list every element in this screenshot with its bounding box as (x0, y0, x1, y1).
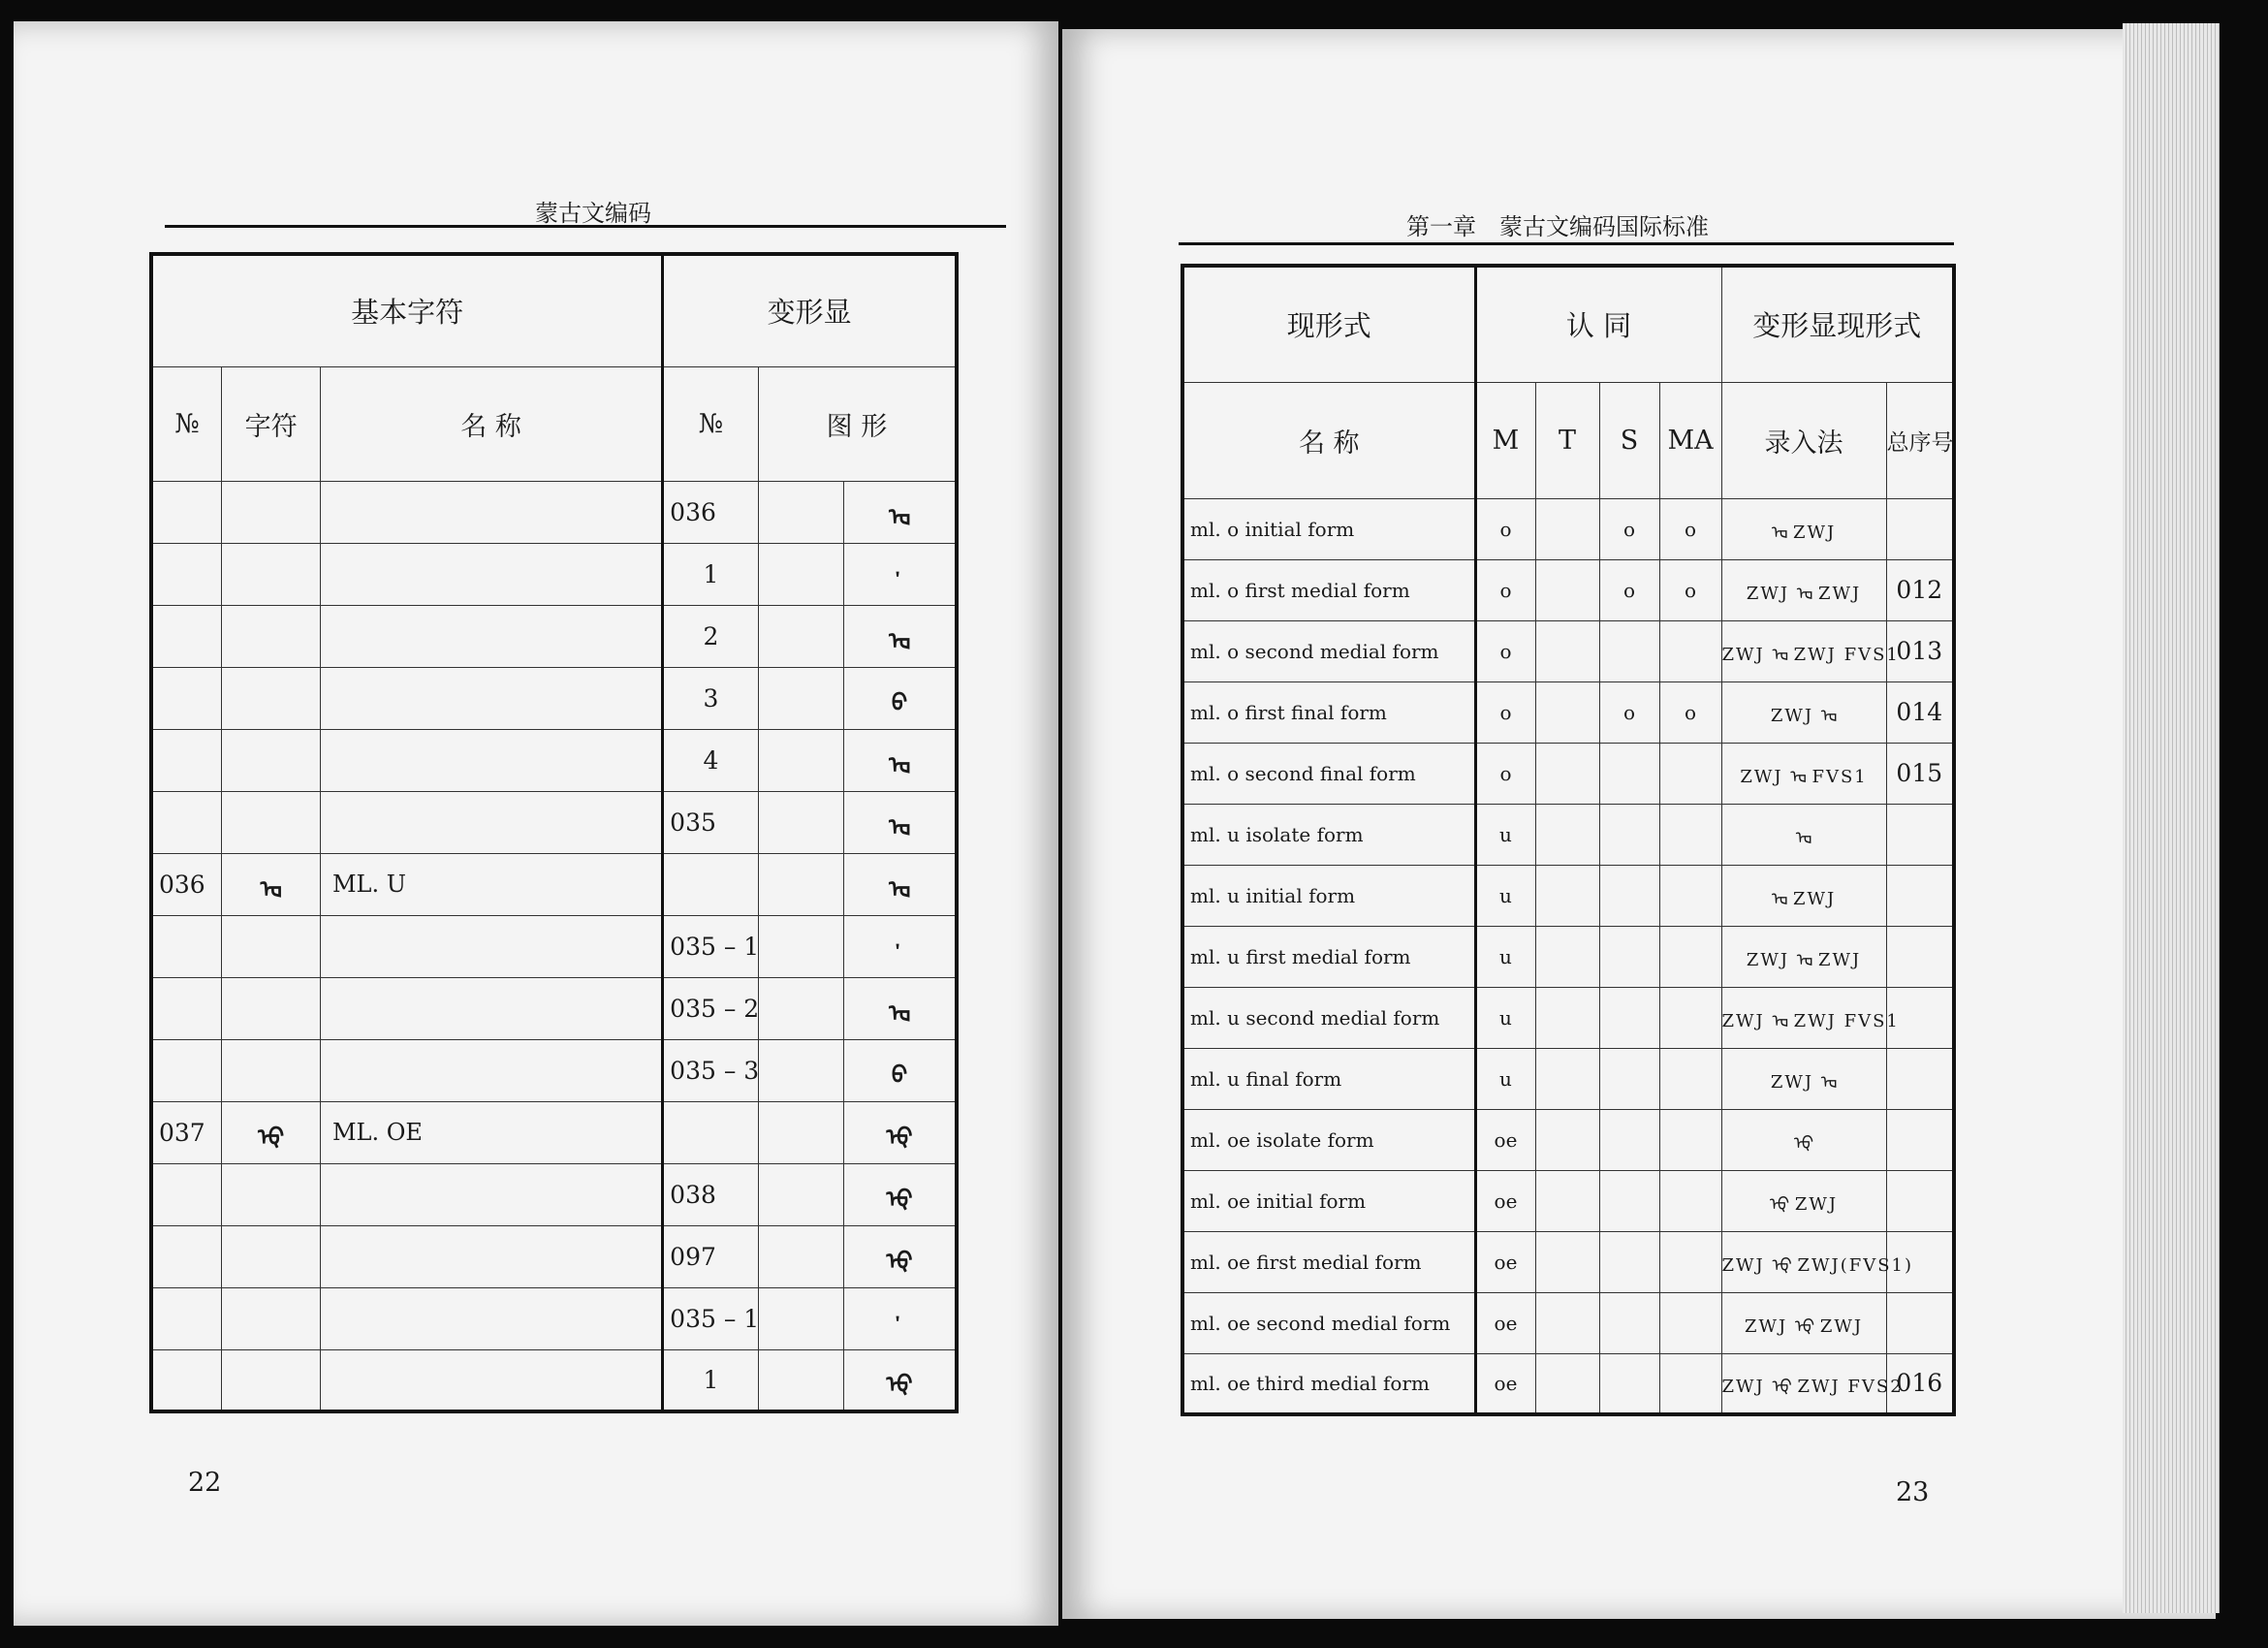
row-name (320, 1225, 662, 1287)
row-t (1535, 1292, 1599, 1353)
row-char: ᡇ (222, 1101, 321, 1163)
row-t (1535, 743, 1599, 804)
form-table (1181, 264, 1956, 1416)
row-s: o (1599, 498, 1659, 559)
row-name (320, 1287, 662, 1349)
row-ma (1659, 1231, 1721, 1292)
row-no (151, 1225, 222, 1287)
row-glyph: ᡆ (844, 729, 957, 791)
row-s (1599, 865, 1659, 926)
row-seq (1886, 1292, 1954, 1353)
table-row (151, 853, 957, 915)
row-t (1535, 498, 1599, 559)
row-m: o (1475, 681, 1535, 743)
row-variant-no: 4 (663, 729, 759, 791)
row-input: ZWJ ᡆ (1721, 681, 1886, 743)
table-row (1182, 559, 1954, 620)
row-name (320, 977, 662, 1039)
row-no (151, 1287, 222, 1349)
row-input: ᡆ ZWJ (1721, 498, 1886, 559)
row-name: ml. oe third medial form (1182, 1353, 1475, 1414)
table-row (151, 481, 957, 543)
row-variant-no (663, 1101, 759, 1163)
row-name: ML. U (320, 853, 662, 915)
col-header-char: 字符 (222, 366, 321, 481)
row-no (151, 1349, 222, 1411)
table-row (1182, 620, 1954, 681)
table-row (151, 729, 957, 791)
row-blank (758, 915, 843, 977)
row-no (151, 481, 222, 543)
row-m: u (1475, 926, 1535, 987)
row-input: ᡇ ZWJ (1721, 1170, 1886, 1231)
col-header-input: 录入法 (1721, 382, 1886, 498)
col-header-seq: 总序号 (1886, 382, 1954, 498)
row-input: ᡆ ZWJ (1721, 865, 1886, 926)
table-row (1182, 804, 1954, 865)
row-ma: o (1659, 681, 1721, 743)
row-seq: 013 (1886, 620, 1954, 681)
row-glyph: ᡇ (844, 1101, 957, 1163)
row-blank (758, 1039, 843, 1101)
col-header-m: M (1475, 382, 1535, 498)
row-t (1535, 926, 1599, 987)
row-glyph: ᡆ (844, 605, 957, 667)
row-char (222, 1163, 321, 1225)
row-seq (1886, 1170, 1954, 1231)
row-ma: o (1659, 498, 1721, 559)
table-row (151, 543, 957, 605)
row-variant-no (663, 853, 759, 915)
row-glyph: ᡇ (844, 1225, 957, 1287)
row-seq (1886, 1048, 1954, 1109)
row-glyph: ᡆ (844, 481, 957, 543)
row-char (222, 1349, 321, 1411)
row-name (320, 667, 662, 729)
row-input: ZWJ ᡇ ZWJ FVS2 (1721, 1353, 1886, 1414)
row-blank (758, 543, 843, 605)
row-name: ml. oe second medial form (1182, 1292, 1475, 1353)
row-blank (758, 1287, 843, 1349)
row-char: ᡆ (222, 853, 321, 915)
row-name: ml. u second medial form (1182, 987, 1475, 1048)
row-input: ZWJ ᡇ ZWJ(FVS1) (1721, 1231, 1886, 1292)
row-blank (758, 481, 843, 543)
row-char (222, 1225, 321, 1287)
row-t (1535, 987, 1599, 1048)
table-row (1182, 1048, 1954, 1109)
row-char (222, 1287, 321, 1349)
col-header-no: № (151, 366, 222, 481)
row-name (320, 605, 662, 667)
row-seq (1886, 865, 1954, 926)
row-glyph: ᡋ (844, 667, 957, 729)
table-row (151, 977, 957, 1039)
row-name: ml. o first medial form (1182, 559, 1475, 620)
table-row (151, 1287, 957, 1349)
row-t (1535, 559, 1599, 620)
row-name: ml. o second final form (1182, 743, 1475, 804)
row-name (320, 729, 662, 791)
row-glyph (844, 543, 957, 605)
row-blank (758, 1225, 843, 1287)
row-s: o (1599, 559, 1659, 620)
row-ma (1659, 743, 1721, 804)
row-char (222, 1039, 321, 1101)
col-header-t: T (1535, 382, 1599, 498)
row-m: u (1475, 804, 1535, 865)
row-input: ZWJ ᡆ ZWJ (1721, 559, 1886, 620)
row-t (1535, 1109, 1599, 1170)
row-input: ᡆ (1721, 804, 1886, 865)
table-row (1182, 498, 1954, 559)
row-glyph: ᡆ (844, 977, 957, 1039)
table-row (151, 1349, 957, 1411)
page-number: 23 (1896, 1477, 1930, 1507)
row-s (1599, 743, 1659, 804)
row-variant-no: 035 – 1 (663, 915, 759, 977)
row-name: ml. oe initial form (1182, 1170, 1475, 1231)
row-seq (1886, 926, 1954, 987)
row-ma (1659, 987, 1721, 1048)
row-t (1535, 804, 1599, 865)
row-ma (1659, 1109, 1721, 1170)
row-input: ZWJ ᡆ ZWJ FVS1 (1721, 987, 1886, 1048)
group-header-basic: 基本字符 (151, 254, 663, 366)
row-m: u (1475, 865, 1535, 926)
row-t (1535, 620, 1599, 681)
row-variant-no: 035 – 2 (663, 977, 759, 1039)
row-name: ml. o first final form (1182, 681, 1475, 743)
row-seq: 015 (1886, 743, 1954, 804)
group-header-variant: 变形显 (663, 254, 957, 366)
row-s (1599, 1109, 1659, 1170)
row-char (222, 977, 321, 1039)
row-ma (1659, 1353, 1721, 1414)
row-name: ml. oe first medial form (1182, 1231, 1475, 1292)
row-seq (1886, 498, 1954, 559)
row-name: ml. u isolate form (1182, 804, 1475, 865)
row-s (1599, 1231, 1659, 1292)
row-variant-no: 3 (663, 667, 759, 729)
row-char (222, 667, 321, 729)
row-variant-no: 035 (663, 791, 759, 853)
row-input: ZWJ ᡆ ZWJ (1721, 926, 1886, 987)
row-input: ZWJ ᡆ ZWJ FVS1 (1721, 620, 1886, 681)
row-variant-no: 1 (663, 1349, 759, 1411)
row-glyph (844, 915, 957, 977)
row-input: ZWJ ᡆ FVS1 (1721, 743, 1886, 804)
row-seq: 016 (1886, 1353, 1954, 1414)
row-variant-no: 038 (663, 1163, 759, 1225)
row-ma (1659, 1292, 1721, 1353)
row-m: oe (1475, 1292, 1535, 1353)
row-blank (758, 853, 843, 915)
row-glyph: ᡇ (844, 1349, 957, 1411)
row-name (320, 1349, 662, 1411)
row-name: ml. u final form (1182, 1048, 1475, 1109)
row-char (222, 915, 321, 977)
table-row (1182, 987, 1954, 1048)
row-name: ML. OE (320, 1101, 662, 1163)
row-char (222, 605, 321, 667)
group-header-form: 现形式 (1182, 266, 1475, 382)
row-glyph: ᡇ (844, 1163, 957, 1225)
row-t (1535, 865, 1599, 926)
character-table (149, 252, 959, 1413)
row-name: ml. u first medial form (1182, 926, 1475, 987)
row-ma (1659, 1048, 1721, 1109)
row-name (320, 481, 662, 543)
row-blank (758, 1101, 843, 1163)
row-seq (1886, 1109, 1954, 1170)
row-t (1535, 1048, 1599, 1109)
row-m: oe (1475, 1170, 1535, 1231)
table-row (1182, 926, 1954, 987)
row-input: ZWJ ᡇ ZWJ (1721, 1292, 1886, 1353)
row-name (320, 543, 662, 605)
row-no (151, 977, 222, 1039)
row-name (320, 915, 662, 977)
row-blank (758, 605, 843, 667)
row-t (1535, 1170, 1599, 1231)
row-blank (758, 729, 843, 791)
row-seq (1886, 804, 1954, 865)
table-row (1182, 1353, 1954, 1414)
page-edges (2123, 23, 2220, 1613)
row-input: ᡇ (1721, 1109, 1886, 1170)
col-header-s: S (1599, 382, 1659, 498)
table-row (151, 791, 957, 853)
row-no: 037 (151, 1101, 222, 1163)
table-row (151, 1225, 957, 1287)
row-name (320, 1039, 662, 1101)
col-header-name: 名 称 (320, 366, 662, 481)
table-row (151, 1163, 957, 1225)
row-no (151, 605, 222, 667)
col-header-name: 名 称 (1182, 382, 1475, 498)
row-s (1599, 987, 1659, 1048)
row-ma (1659, 865, 1721, 926)
row-variant-no: 036 (663, 481, 759, 543)
row-name: ml. oe isolate form (1182, 1109, 1475, 1170)
row-char (222, 481, 321, 543)
row-input: ZWJ ᡆ (1721, 1048, 1886, 1109)
col-header-variant-no: № (663, 366, 759, 481)
row-glyph: ᡆ (844, 853, 957, 915)
row-t (1535, 681, 1599, 743)
row-char (222, 543, 321, 605)
row-m: o (1475, 620, 1535, 681)
row-ma: o (1659, 559, 1721, 620)
table-row (1182, 1292, 1954, 1353)
row-s (1599, 926, 1659, 987)
row-s: o (1599, 681, 1659, 743)
row-ma (1659, 1170, 1721, 1231)
row-s (1599, 1353, 1659, 1414)
row-no (151, 791, 222, 853)
group-header-variant-form: 变形显现形式 (1721, 266, 1954, 382)
header-rule (165, 225, 1006, 228)
row-m: o (1475, 498, 1535, 559)
row-name: ml. o second medial form (1182, 620, 1475, 681)
table-row (1182, 1231, 1954, 1292)
row-blank (758, 667, 843, 729)
row-t (1535, 1353, 1599, 1414)
row-seq: 012 (1886, 559, 1954, 620)
row-ma (1659, 804, 1721, 865)
row-variant-no: 2 (663, 605, 759, 667)
row-m: oe (1475, 1109, 1535, 1170)
row-m: o (1475, 559, 1535, 620)
row-blank (758, 1349, 843, 1411)
row-blank (758, 1163, 843, 1225)
row-blank (758, 791, 843, 853)
row-seq: 014 (1886, 681, 1954, 743)
row-m: u (1475, 987, 1535, 1048)
row-m: o (1475, 743, 1535, 804)
table-row (1182, 681, 1954, 743)
row-s (1599, 620, 1659, 681)
row-variant-no: 097 (663, 1225, 759, 1287)
table-row (151, 1039, 957, 1101)
row-variant-no: 035 – 3 (663, 1039, 759, 1101)
running-header: 第一章 蒙古文编码国际标准 (1406, 213, 1709, 240)
row-variant-no: 1 (663, 543, 759, 605)
row-s (1599, 1170, 1659, 1231)
row-no (151, 543, 222, 605)
row-variant-no: 035 – 1 (663, 1287, 759, 1349)
row-s (1599, 1048, 1659, 1109)
table-row (151, 1101, 957, 1163)
col-header-ma: MA (1659, 382, 1721, 498)
table-row (1182, 865, 1954, 926)
row-name: ml. u initial form (1182, 865, 1475, 926)
row-m: oe (1475, 1231, 1535, 1292)
table-row (1182, 1170, 1954, 1231)
row-glyph (844, 1287, 957, 1349)
col-header-shape: 图 形 (758, 366, 957, 481)
row-glyph: ᡆ (844, 791, 957, 853)
row-no (151, 1163, 222, 1225)
table-row (151, 915, 957, 977)
header-rule (1179, 242, 1954, 245)
row-name (320, 791, 662, 853)
row-ma (1659, 926, 1721, 987)
row-s (1599, 804, 1659, 865)
row-no (151, 667, 222, 729)
row-s (1599, 1292, 1659, 1353)
table-row (1182, 743, 1954, 804)
row-char (222, 729, 321, 791)
row-no (151, 1039, 222, 1101)
row-name: ml. o initial form (1182, 498, 1475, 559)
row-no (151, 729, 222, 791)
row-name (320, 1163, 662, 1225)
row-no: 036 (151, 853, 222, 915)
row-glyph: ᡋ (844, 1039, 957, 1101)
row-m: u (1475, 1048, 1535, 1109)
page-number: 22 (188, 1468, 222, 1498)
row-no (151, 915, 222, 977)
group-header-identity: 认 同 (1475, 266, 1721, 382)
table-row (151, 667, 957, 729)
row-char (222, 791, 321, 853)
row-blank (758, 977, 843, 1039)
table-row (151, 605, 957, 667)
table-row (1182, 1109, 1954, 1170)
running-header: 蒙古文编码 (535, 200, 651, 227)
row-m: oe (1475, 1353, 1535, 1414)
row-t (1535, 1231, 1599, 1292)
row-ma (1659, 620, 1721, 681)
